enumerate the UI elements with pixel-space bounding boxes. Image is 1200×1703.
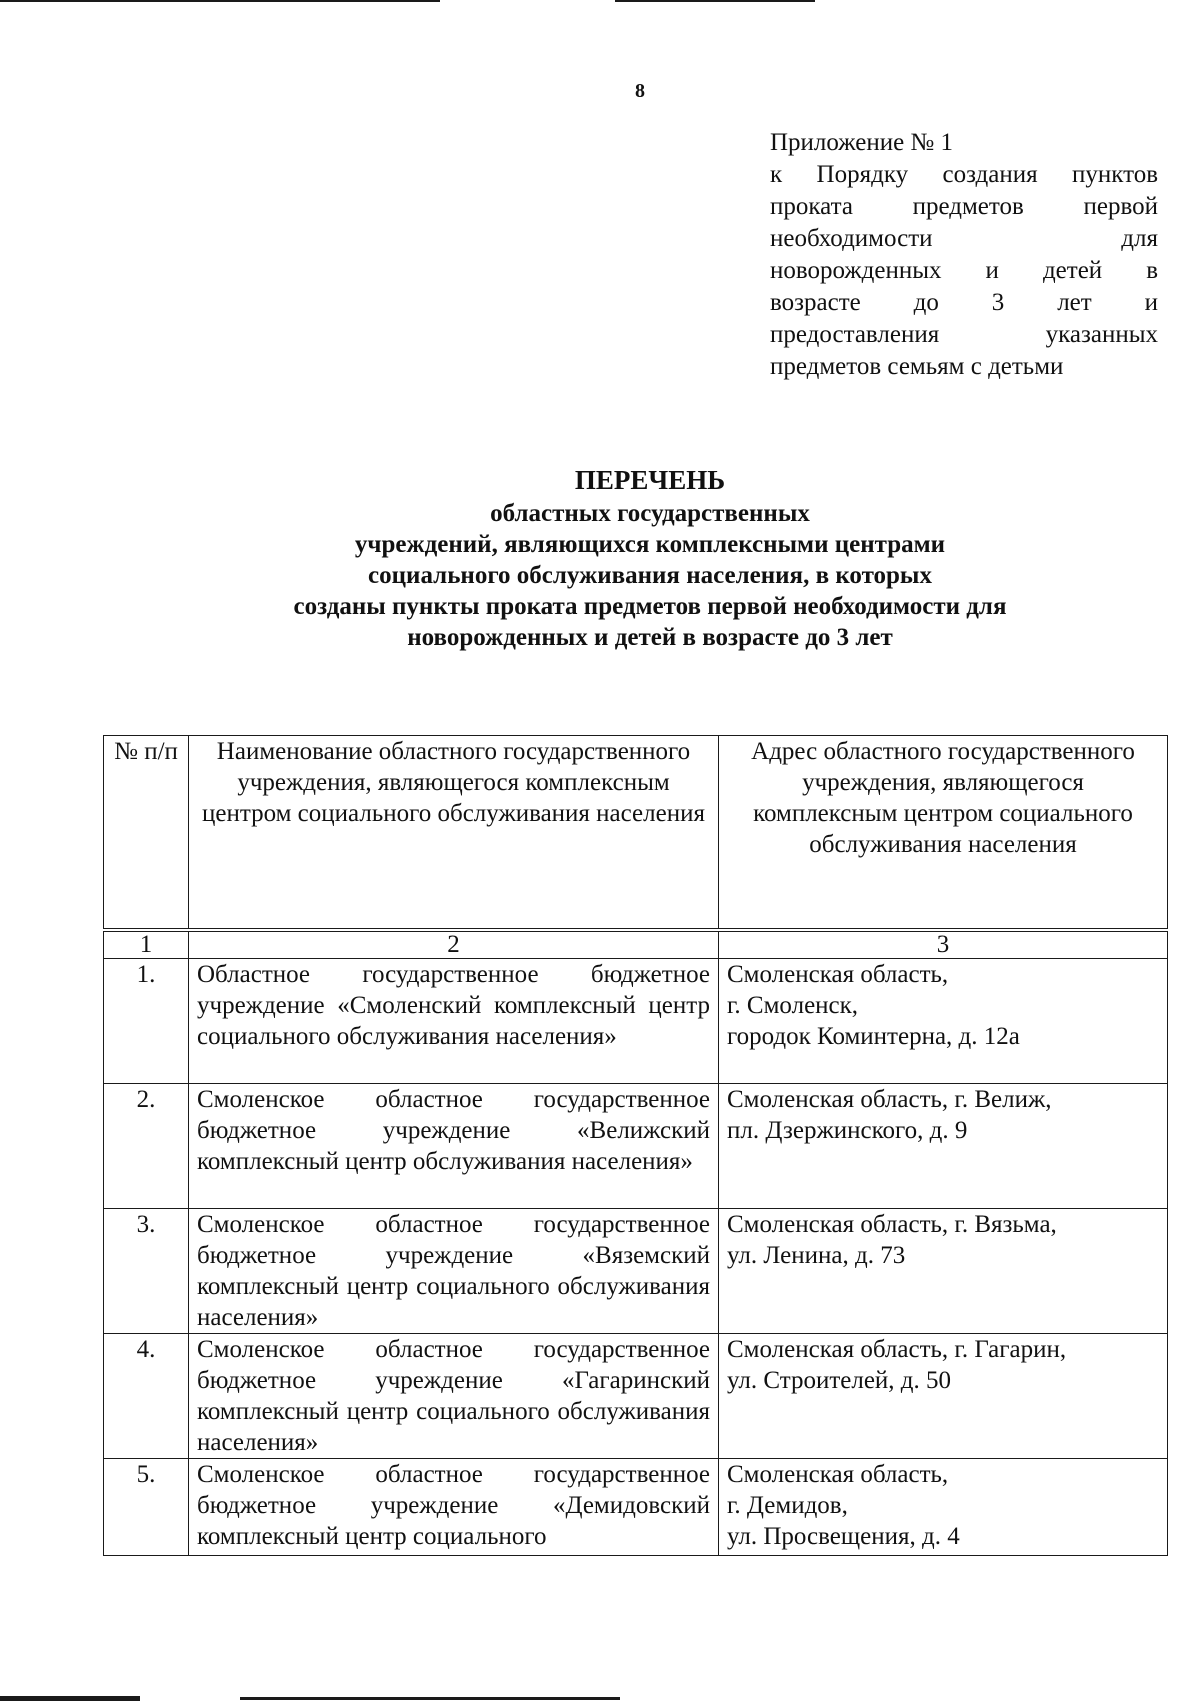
heading-title: ПЕРЕЧЕНЬ [574,465,726,495]
appendix-line: новорожденных и детей в [770,257,1158,284]
heading-line: областных государственных [490,500,810,527]
scan-edge-bottom-middle [240,1697,620,1700]
appendix-line: предоставления указанных [770,321,1158,348]
appendix-line: к Порядку создания пунктов [770,161,1158,188]
institution-name: Смоленское областное государственное бюджетное учреждение «Велижский комплексный центр обслуживания населения» [189,1084,719,1209]
table-row [104,959,1168,1084]
address-line: Смоленская область, [727,961,949,988]
row-number: 4. [104,1334,189,1459]
institutions-table [103,735,1168,1556]
column-index-row [104,930,1168,959]
address-line: ул. Ленина, д. 73 [727,1242,906,1269]
address-line: Смоленская область, г. Гагарин, [727,1336,1067,1363]
institution-address [719,1084,1168,1209]
address-line: Смоленская область, г. Велиж, [727,1086,1052,1113]
header-number: № п/п [104,736,189,931]
institution-name: Смоленское областное государственное бюджетное учреждение «Демидовский комплексный центр социального [189,1459,719,1556]
table-row [104,1334,1168,1459]
page-number: 8 [635,80,645,102]
institution-address [719,959,1168,1084]
heading-line: учреждений, являющихся комплексными центрами [354,531,946,558]
address-line: Смоленская область, [727,1461,949,1488]
institution-address [719,1459,1168,1556]
table-row [104,1459,1168,1556]
column-index: 1 [104,930,189,959]
table-row [104,1084,1168,1209]
institution-name: Областное государственное бюджетное учреждение «Смоленский комплексный центр социального обслуживания населения» [189,959,719,1084]
heading-line: социального обслуживания населения, в которых [368,562,932,589]
document-heading [230,465,1070,653]
appendix-line: проката предметов первой [770,193,1158,220]
address-line: г. Демидов, [727,1492,848,1519]
scan-edge-top-right [615,0,815,2]
column-index: 2 [189,930,719,959]
row-number: 5. [104,1459,189,1556]
appendix-line: возрасте до 3 лет и [770,289,1158,316]
appendix-title: Приложение № 1 [770,129,954,156]
address-line: Смоленская область, г. Вязьма, [727,1211,1057,1238]
appendix-line: предметов семьям с детьми [770,353,1064,380]
address-line: ул. Строителей, д. 50 [727,1367,952,1394]
institution-address [719,1334,1168,1459]
scan-edge-bottom-left [0,1696,140,1701]
heading-line: созданы пункты проката предметов первой необходимости для [293,593,1007,620]
header-address: Адрес областного государственного учреждения, являющегося комплексным центром социального обслуживания населения [719,736,1168,931]
address-line: ул. Просвещения, д. 4 [727,1523,960,1550]
row-number: 1. [104,959,189,1084]
appendix-line: необходимости для [770,225,1158,252]
institution-address [719,1209,1168,1334]
header-name: Наименование областного государственного учреждения, являющегося комплексным центром социального обслуживания населения [189,736,719,931]
appendix-block [770,127,1158,383]
address-line: городок Коминтерна, д. 12а [727,1023,1020,1050]
scan-edge-top-left [0,0,440,2]
heading-line: новорожденных и детей в возрасте до 3 лет [407,624,893,651]
column-index: 3 [719,930,1168,959]
institution-name: Смоленское областное государственное бюджетное учреждение «Вяземский комплексный центр социального обслуживания населения» [189,1209,719,1334]
address-line: г. Смоленск, [727,992,859,1019]
row-number: 2. [104,1084,189,1209]
table-row [104,1209,1168,1334]
institution-name: Смоленское областное государственное бюджетное учреждение «Гагаринский комплексный центр социального обслуживания населения» [189,1334,719,1459]
table-header-row [104,736,1168,931]
address-line: пл. Дзержинского, д. 9 [727,1117,968,1144]
row-number: 3. [104,1209,189,1334]
